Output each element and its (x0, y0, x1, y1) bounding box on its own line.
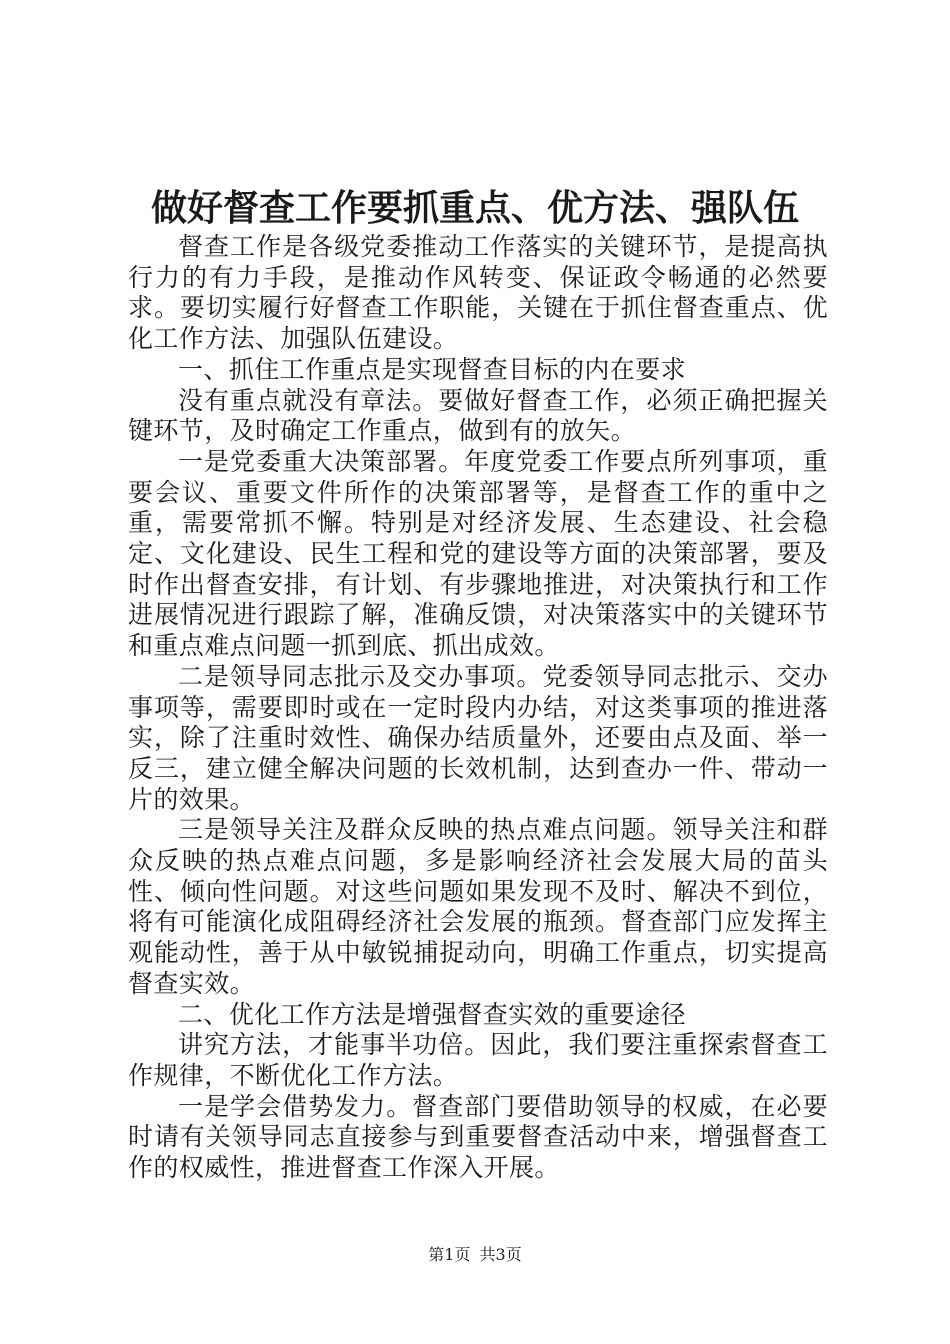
page-number: 第1页 (428, 1245, 471, 1264)
paragraph: 二是领导同志批示及交办事项。党委领导同志批示、交办事项等，需要即时或在一定时段内办结，对这类事项的推进落实，除了注重时效性、确保办结质量外，还要由点及面、举一反三，建立健全解决问题的长效机制，达到查办一件、带动一片的效果。 (128, 661, 828, 814)
paragraph: 一是学会借势发力。督查部门要借助领导的权威，在必要时请有关领导同志直接参与到重要督查活动中来，增强督查工作的权威性，推进督查工作深入开展。 (128, 1091, 828, 1183)
paragraph: 没有重点就没有章法。要做好督查工作，必须正确把握关键环节，及时确定工作重点，做到有的放矢。 (128, 385, 828, 446)
section-heading-1: 一、抓住工作重点是实现督查目标的内在要求 (178, 354, 687, 384)
paragraph-intro: 督查工作是各级党委推动工作落实的关键环节，是提高执行力的有力手段，是推动作风转变、保证政令畅通的必然要求。要切实履行好督查工作职能，关键在于抓住督查重点、优化工作方法、加强队伍建设。 (128, 232, 828, 354)
document-body (128, 232, 828, 1184)
paragraph: 讲究方法，才能事半功倍。因此，我们要注重探索督查工作规律，不断优化工作方法。 (128, 1030, 828, 1090)
paragraph: 三是领导关注及群众反映的热点难点问题。领导关注和群众反映的热点难点问题，多是影响经济社会发展大局的苗头性、倾向性问题。对这些问题如果发现不及时、解决不到位，将有可能演化成阻碍经济社会发展的瓶颈。督查部门应发挥主观能动性，善于从中敏锐捕捉动向，明确工作重点，切实提高督查实效。 (128, 815, 828, 998)
document-title: 做好督查工作要抓重点、优方法、强队伍 (150, 187, 799, 229)
page-footer (0, 1243, 950, 1267)
paragraph: 一是党委重大决策部署。年度党委工作要点所列事项，重要会议、重要文件所作的决策部署等，是督查工作的重中之重，需要常抓不懈。特别是对经济发展、生态建设、社会稳定、文化建设、民生工程和党的建设等方面的决策部署，要及时作出督查安排，有计划、有步骤地推进，对决策执行和工作进展情况进行跟踪了解，准确反馈，对决策落实中的关键环节和重点难点问题一抓到底、抓出成效。 (128, 446, 828, 661)
page-total: 共3页 (479, 1245, 522, 1264)
section-heading-2: 二、优化工作方法是增强督查实效的重要途径 (178, 999, 687, 1029)
